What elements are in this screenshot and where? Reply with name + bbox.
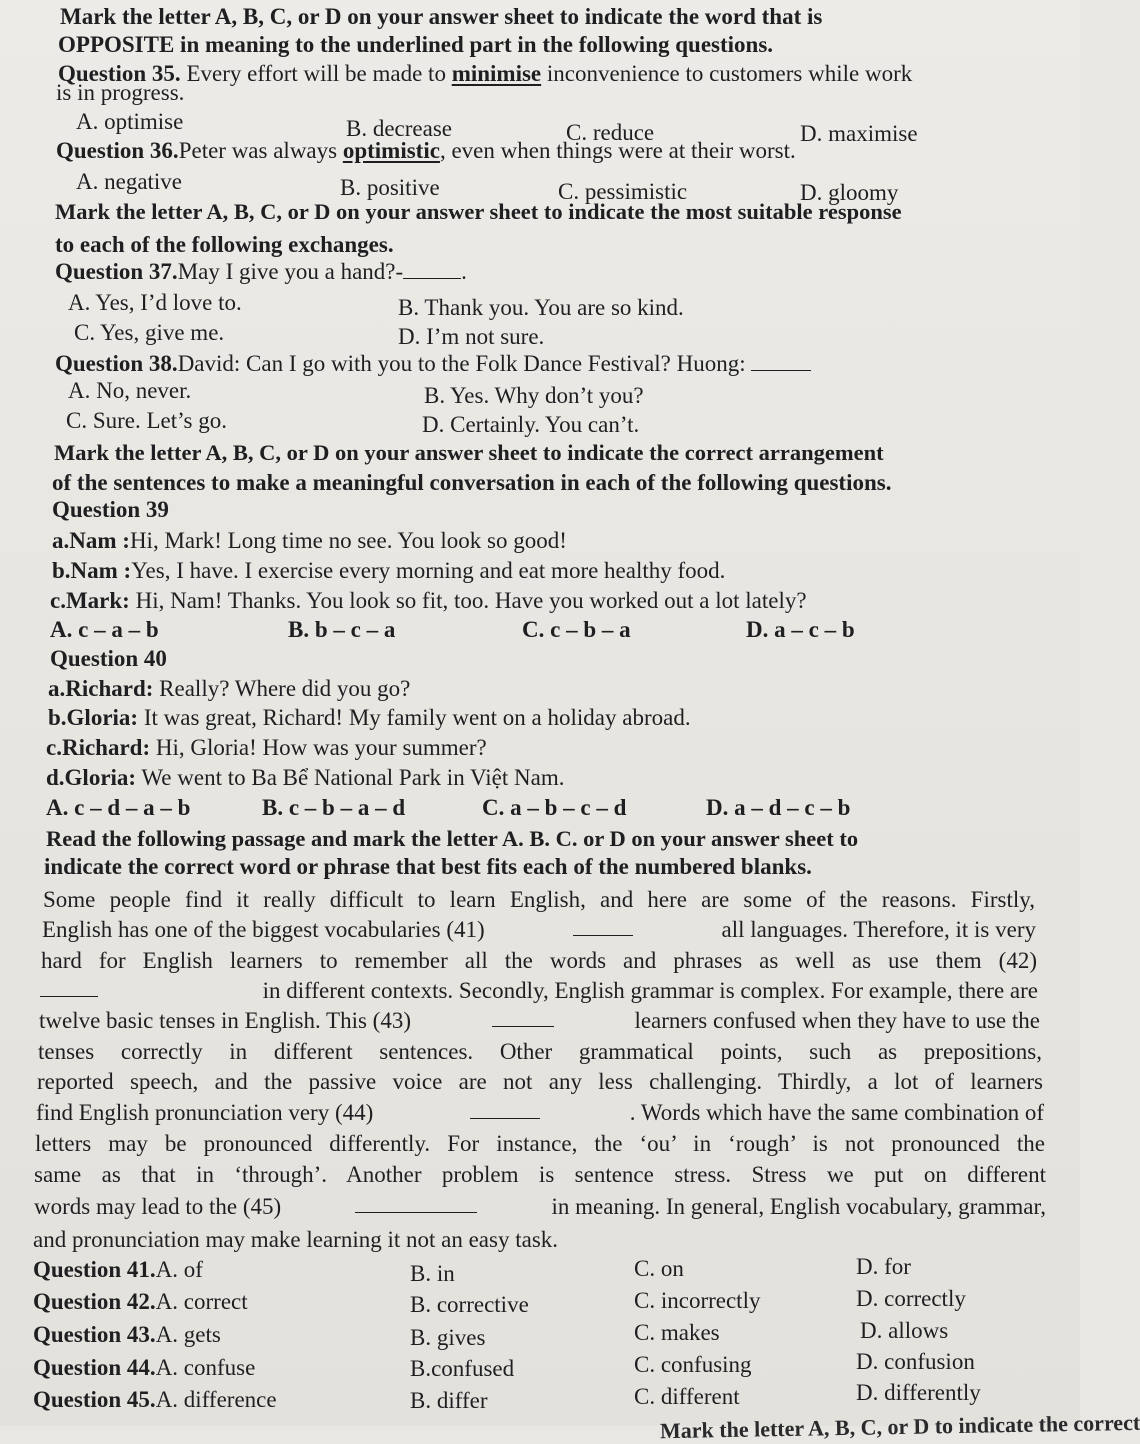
q39-option-b [288,617,395,643]
passage-line-11-b: in meaning. In general, English vocabulary, grammar, [551,1194,1046,1219]
question-37-label: Question 37. [55,259,178,284]
passage-line-8-a: find English pronunciation very (44) [36,1100,374,1125]
q37-option-c: C. Yes, give me. [74,320,225,345]
instruction-response-line1: Mark the letter A, B, C, or D on your answer sheet to indicate the most suitable response [55,199,902,224]
passage-line-8 [36,1100,1044,1126]
q39-line-c-text: Hi, Nam! Thanks. You look so fit, too. Have you worked out a lot lately? [129,588,807,613]
q40-option-a [46,795,190,821]
q40-option-c-letter: C. [482,795,505,820]
question-38 [55,351,811,377]
q41-option-c: C. on [634,1256,684,1281]
question-37 [55,259,467,285]
question-35-line2: is in progress. [56,80,185,105]
question-39-label: Question 39 [52,497,169,522]
q39-line-a [52,528,567,554]
q39-option-a-letter: A. [50,617,73,642]
q38-option-b: B. Yes. Why don’t you? [424,383,644,408]
q40-option-c [482,795,626,821]
passage-line-2 [42,917,1036,943]
q40-option-a-seq: c – d – a – b [74,795,191,820]
question-36 [56,138,796,164]
q36-option-c: C. pessimistic [558,179,688,204]
q40-line-d [46,765,564,791]
q37-option-a: A. Yes, I’d love to. [68,290,242,315]
instruction-passage-line1: Read the following passage and mark the letter A. B. C. or D on your answer sheet to [46,826,859,851]
q41-option-a: A. of [155,1257,203,1282]
q40-option-d [706,795,850,821]
instruction-arrange-line2: of the sentences to make a meaningful conversation in each of the following questions. [52,470,892,495]
q44-option-a: A. confuse [155,1355,256,1380]
question-37-text: May I give you a hand?- [177,259,404,284]
question-37-end: . [461,259,467,284]
q38-option-c: C. Sure. Let’s go. [66,408,227,433]
q44-label: Question 44. [33,1355,156,1380]
q39-line-b [52,558,725,584]
q40-line-b [48,705,691,731]
question-35-text-b: inconvenience to customers while work [541,61,913,86]
q39-option-a-seq: c – a – b [78,617,159,642]
q45-option-c: C. different [634,1384,740,1409]
q44-row [33,1355,255,1381]
blank-43 [492,1008,554,1027]
q39-option-b-seq: b – c – a [314,617,396,642]
q43-row [33,1322,221,1348]
q40-option-c-seq: a – b – c – d [510,795,627,820]
passage-line-12: and pronunciation may make learning it not an easy task. [33,1227,559,1252]
passage-line-7: reported speech, and the passive voice are not any less challenging. Thirdly, a lot of learners [37,1069,1043,1094]
q45-option-a: A. difference [155,1387,277,1412]
q37-option-b: B. Thank you. You are so kind. [398,295,684,320]
q45-label: Question 45. [33,1387,156,1412]
q39-option-b-letter: B. [288,617,310,642]
passage-line-5-a: twelve basic tenses in English. This (43) [39,1008,411,1033]
q42-option-c: C. incorrectly [634,1288,761,1313]
q40-line-a-speaker: a.Richard: [48,676,154,701]
q41-label: Question 41. [33,1257,156,1282]
q39-option-c-seq: c – b – a [550,617,631,642]
question-37-blank [403,260,461,279]
q39-line-c [50,588,807,614]
q43-option-b: B. gives [410,1325,486,1350]
q42-label: Question 42. [33,1289,156,1314]
q35-option-b: B. decrease [346,116,452,141]
passage-line-10: same as that in ‘through’. Another problem is sentence stress. Stress we put on different [34,1162,1046,1187]
q45-row [33,1387,277,1413]
instruction-passage-line2: indicate the correct word or phrase that best fits each of the numbered blanks. [44,854,812,879]
question-36-label: Question 36. [56,138,179,163]
passage-line-5-b: learners confused when they have to use the [634,1008,1040,1033]
q43-option-a: A. gets [155,1322,221,1347]
q43-option-d: D. allows [860,1318,949,1343]
q39-option-d-seq: a – c – b [774,617,855,642]
q40-line-d-speaker: d.Gloria: [46,765,137,790]
question-36-text-b: , even when things were at their worst. [439,138,796,163]
q35-option-c: C. reduce [566,120,655,145]
q40-option-a-letter: A. [46,795,69,820]
question-35-text-a: Every effort will be made to [180,61,452,86]
q38-option-d: D. Certainly. You can’t. [422,412,640,437]
q44-option-c: C. confusing [634,1352,752,1377]
q36-option-b: B. positive [340,175,440,200]
passage-line-1: Some people find it really difficult to learn English, and here are some of the reasons. Firstly, [43,887,1035,912]
question-38-blank [751,352,811,371]
passage-line-2-b: all languages. Therefore, it is very [721,917,1036,942]
passage-line-11 [34,1194,1046,1220]
q40-option-b [262,795,405,821]
q39-line-b-speaker: b.Nam : [52,558,132,583]
q39-line-b-text: Yes, I have. I exercise every morning and eat more healthy food. [131,558,726,583]
q41-row [33,1257,203,1283]
passage-line-5 [39,1008,1040,1034]
q38-option-a: A. No, never. [68,378,192,403]
q42-option-b: B. corrective [410,1292,529,1317]
q41-option-b: B. in [410,1261,455,1286]
blank-45 [355,1194,477,1213]
q44-option-b: B.confused [410,1356,515,1381]
q40-line-b-text: It was great, Richard! My family went on a holiday abroad. [138,705,691,730]
q42-option-a: A. correct [155,1289,248,1314]
q42-row [33,1289,248,1315]
passage-line-2-a: English has one of the biggest vocabularies (41) [42,917,485,942]
q35-option-a: A. optimise [76,109,184,134]
q44-option-d: D. confusion [856,1349,975,1374]
q39-line-c-speaker: c.Mark: [50,588,130,613]
question-35 [58,61,912,87]
q36-option-d: D. gloomy [800,180,899,205]
instruction-response-line2: to each of the following exchanges. [55,232,394,257]
q45-option-d: D. differently [856,1380,981,1405]
q40-option-d-letter: D. [706,795,729,820]
q40-option-d-seq: a – d – c – b [734,795,851,820]
q35-option-d: D. maximise [800,121,918,146]
blank-41 [573,917,633,936]
footer-fragment: Mark the letter A, B, C, or D to indicate the correct [659,1409,1140,1444]
passage-line-6: tenses correctly in different sentences. Other grammatical points, such as prepositions, [38,1039,1042,1064]
passage-line-4-text: in different contexts. Secondly, English grammar is complex. For example, there are [262,978,1038,1003]
q45-option-b: B. differ [410,1388,488,1413]
passage-line-11-a: words may lead to the (45) [34,1194,282,1219]
question-35-label: Question 35. [58,61,181,86]
q36-option-a: A. negative [76,169,183,194]
q42-option-d: D. correctly [856,1286,966,1311]
q40-line-c-text: Hi, Gloria! How was your summer? [150,735,487,760]
q43-option-c: C. makes [634,1320,720,1345]
question-38-text: David: Can I go with you to the Folk Dance Festival? Huong: [177,351,746,376]
q40-line-a-text: Really? Where did you go? [153,676,411,701]
question-38-label: Question 38. [55,351,178,376]
instruction-arrange-line1: Mark the letter A, B, C, or D on your answer sheet to indicate the correct arrangement [54,440,884,465]
q40-line-b-speaker: b.Gloria: [48,705,139,730]
q41-option-d: D. for [856,1254,911,1279]
blank-42 [40,978,98,997]
q40-line-d-text: We went to Ba Bể National Park in Việt Nam. [136,765,565,790]
q40-line-c [46,735,487,761]
instruction-opposite-line2: OPPOSITE in meaning to the underlined part in the following questions. [58,32,774,57]
q39-option-d-letter: D. [746,617,769,642]
q40-line-c-speaker: c.Richard: [46,735,151,760]
q39-option-c-letter: C. [522,617,545,642]
q37-option-d: D. I’m not sure. [398,324,545,349]
q39-option-a [50,617,159,643]
instruction-opposite-line1: Mark the letter A, B, C, or D on your answer sheet to indicate the word that is [60,4,823,29]
q39-option-c [522,617,631,643]
q39-option-d [746,617,855,643]
q39-line-a-text: Hi, Mark! Long time no see. You look so good! [129,528,567,553]
question-36-text-a: Peter was always [178,138,343,163]
question-36-underlined: optimistic [342,138,440,163]
q43-label: Question 43. [33,1322,156,1347]
passage-line-9: letters may be pronounced differently. For instance, the ‘ou’ in ‘rough’ is not pronounced the [35,1131,1045,1156]
q39-line-a-speaker: a.Nam : [52,528,130,553]
passage-line-3: hard for English learners to remember all the words and phrases as well as use them (42) [41,948,1037,973]
q40-line-a [48,676,410,702]
question-40-label: Question 40 [50,646,167,671]
q40-option-b-seq: c – b – a – d [288,795,406,820]
passage-line-4 [40,978,1038,1004]
blank-44 [470,1100,540,1119]
question-35-underlined: minimise [451,61,542,86]
passage-line-8-b: . Words which have the same combination of [629,1100,1044,1125]
q40-option-b-letter: B. [262,795,284,820]
